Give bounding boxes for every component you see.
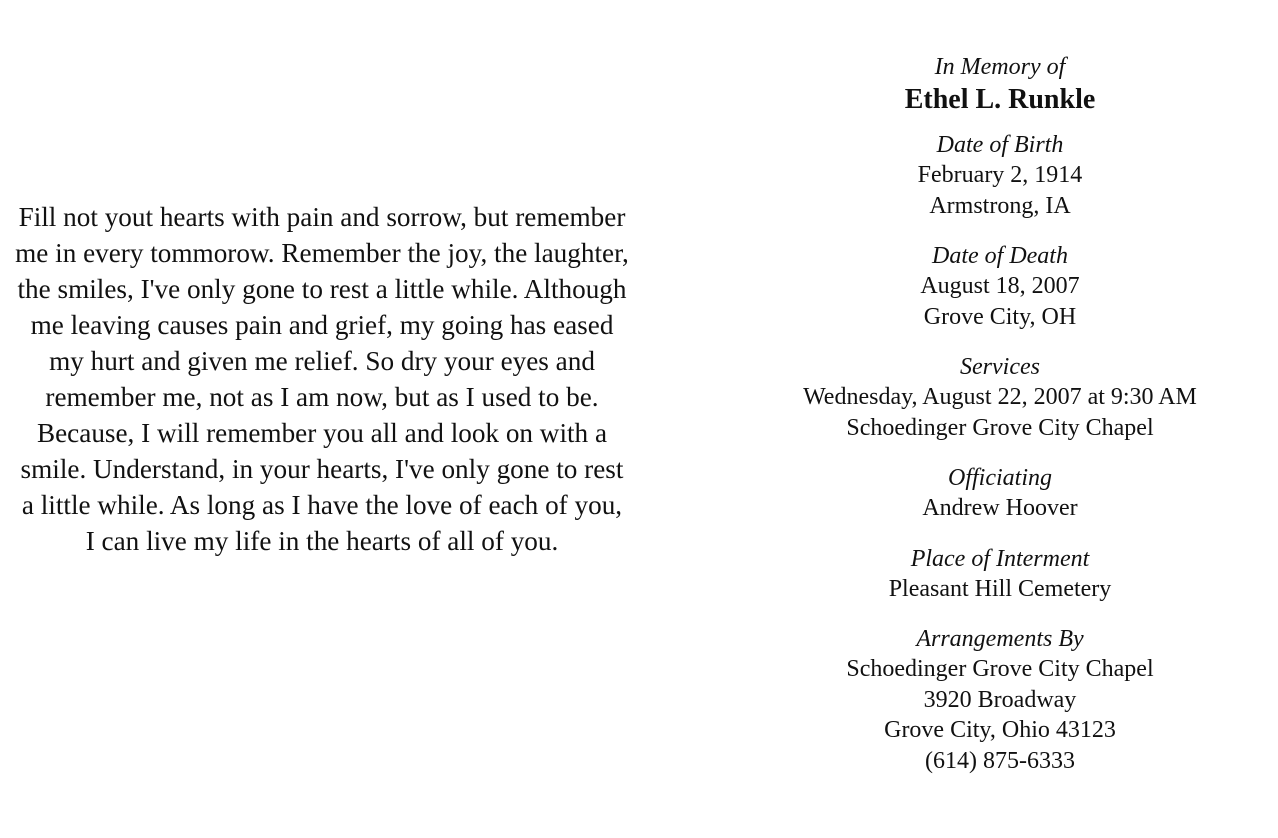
interment-heading: Place of Interment (910, 545, 1090, 572)
officiant-name: Andrew Hoover (922, 495, 1078, 521)
interment-place: Pleasant Hill Cemetery (888, 575, 1112, 602)
services-datetime: Wednesday, August 22, 2007 at 9:30 AM (803, 384, 1197, 410)
deceased-name: Ethel L. Runkle (904, 84, 1096, 115)
officiating-section (760, 463, 1240, 524)
memorial-header (760, 52, 1240, 118)
services-heading: Services (960, 354, 1040, 380)
funeral-home-name: Schoedinger Grove City Chapel (846, 656, 1154, 682)
death-place: Grove City, OH (923, 303, 1077, 330)
arrangements-section (760, 624, 1240, 776)
funeral-home-street: 3920 Broadway (923, 686, 1077, 713)
interment-section (760, 544, 1240, 605)
services-section (760, 352, 1240, 443)
services-location: Schoedinger Grove City Chapel (846, 414, 1154, 441)
funeral-home-phone: (614) 875-6333 (925, 747, 1075, 774)
death-section (760, 241, 1240, 332)
death-date: August 18, 2007 (920, 273, 1080, 299)
birth-heading: Date of Birth (936, 132, 1064, 158)
memorial-poem: Fill not yout hearts with pain and sorrow, but remember me in every tommorow. Remember the joy, the laughter, the smiles, I've only gone to rest a little while. Although me leaving causes pain and grief, my going has eased my hurt and given me relief. So dry your eyes and remember me, not as I am now, but as I used to be. Because, I will remember you all and look on with a smile. Understand, in your hearts, I've only gone to rest a little while. As long as I have the love of each of you, I can live my life in the hearts of all of you. (15, 202, 629, 556)
in-memory-of-label: In Memory of (934, 54, 1066, 80)
birth-place: Armstrong, IA (929, 192, 1071, 219)
death-heading: Date of Death (932, 243, 1068, 269)
memorial-details (760, 52, 1240, 776)
officiating-heading: Officiating (948, 465, 1052, 491)
birth-date: February 2, 1914 (917, 162, 1083, 188)
arrangements-heading: Arrangements By (916, 626, 1084, 652)
birth-section (760, 130, 1240, 221)
funeral-home-city: Grove City, Ohio 43123 (884, 717, 1116, 743)
